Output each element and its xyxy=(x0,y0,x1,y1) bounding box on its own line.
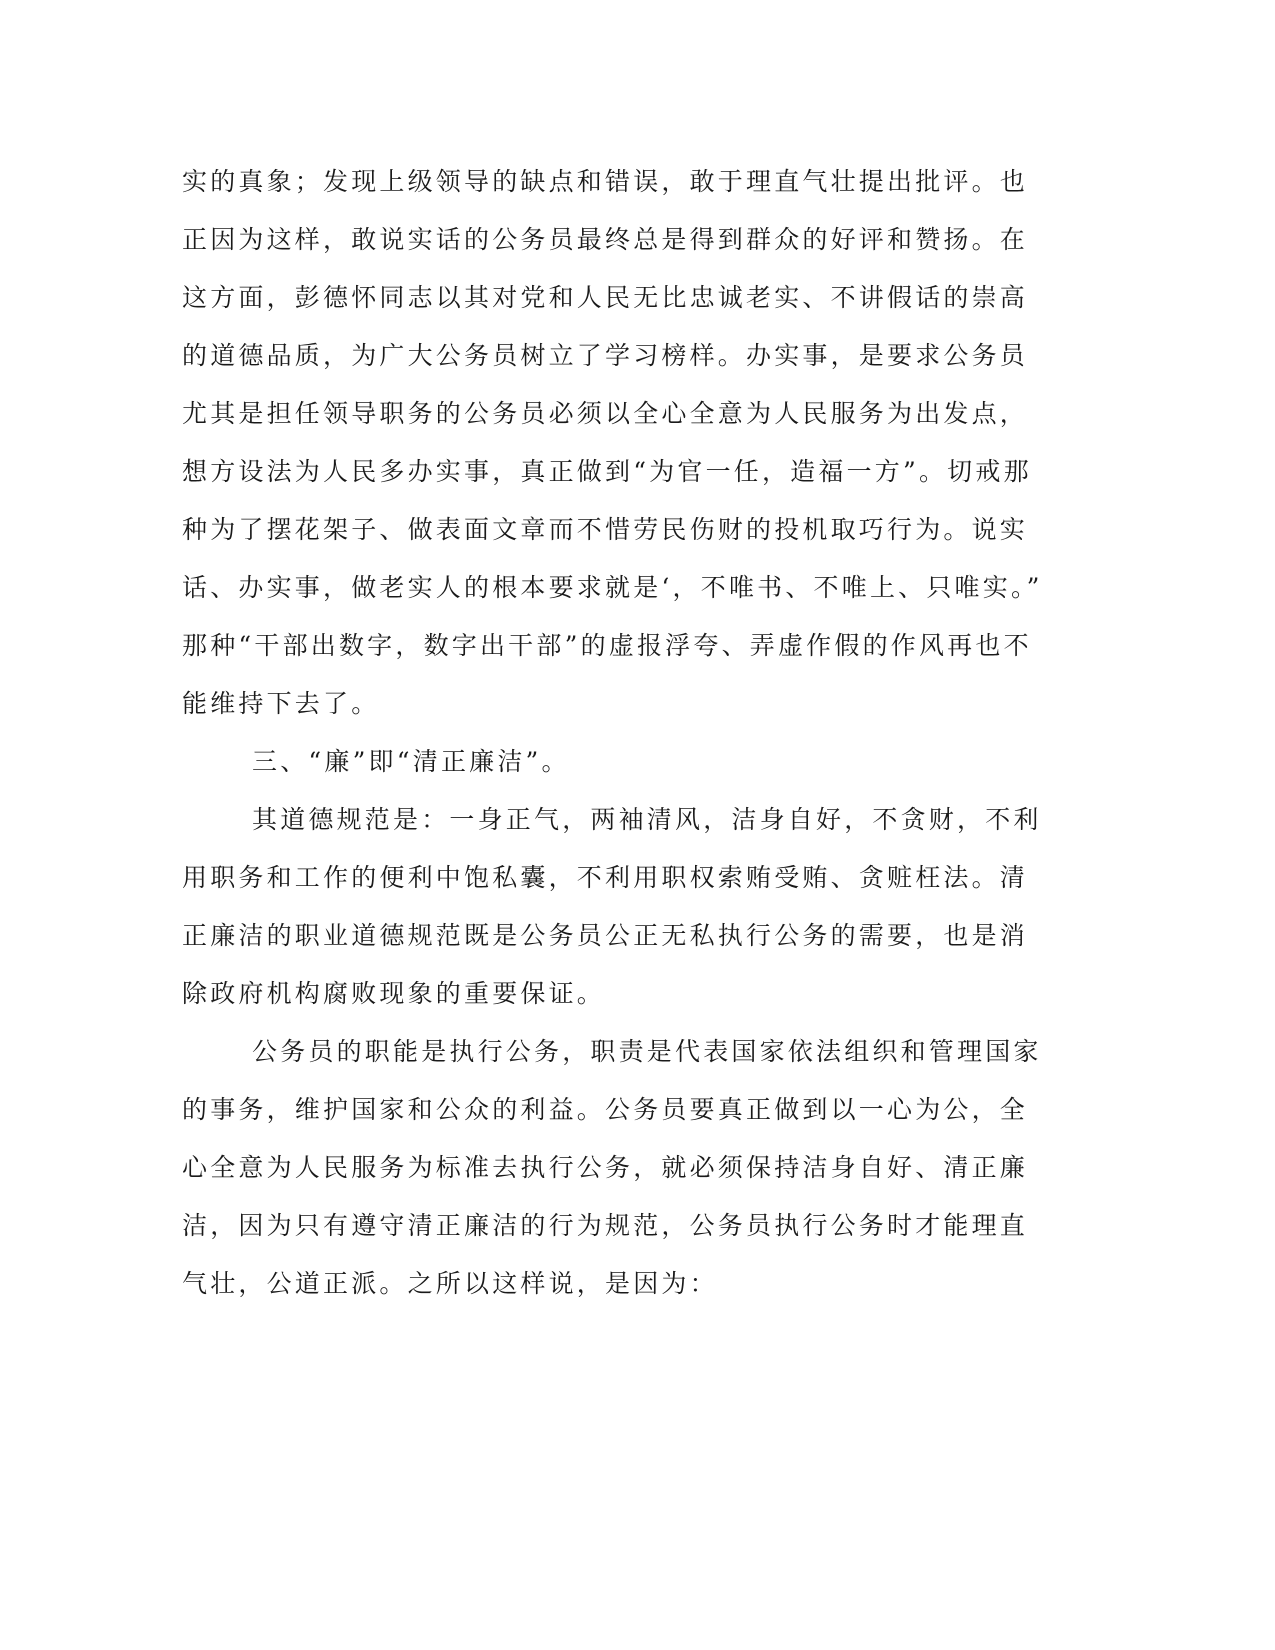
text-line: 公务员的职能是执行公务，职责是代表国家依法组织和管理国家 xyxy=(252,1037,1042,1066)
text-line: 实的真象；发现上级领导的缺点和错误，敢于理直气壮提出批评。也 xyxy=(182,167,1029,196)
text-line: 正因为这样，敢说实话的公务员最终总是得到群众的好评和赞扬。在 xyxy=(182,225,1029,254)
text-line: 除政府机构腐败现象的重要保证。 xyxy=(182,979,606,1008)
text-line: 的道德品质，为广大公务员树立了学习榜样。办实事，是要求公务员 xyxy=(182,341,1029,370)
text-line: 想方设法为人民多办实事，真正做到“为官一任，造福一方”。切戒那 xyxy=(182,457,1032,486)
text-line: 尤其是担任领导职务的公务员必须以全心全意为人民服务为出发点， xyxy=(182,399,1029,428)
section-heading: 三、“廉”即“清正廉洁”。 xyxy=(252,747,570,776)
text-line: 心全意为人民服务为标准去执行公务，就必须保持洁身自好、清正廉 xyxy=(182,1153,1029,1182)
text-line: 能维持下去了。 xyxy=(182,689,380,718)
text-line: 那种“干部出数字，数字出干部”的虚报浮夸、弄虚作假的作风再也不 xyxy=(182,631,1032,660)
text-line: 洁，因为只有遵守清正廉洁的行为规范，公务员执行公务时才能理直 xyxy=(182,1211,1029,1240)
text-line: 这方面，彭德怀同志以其对党和人民无比忠诚老实、不讲假话的崇高 xyxy=(182,283,1029,312)
text-line: 话、办实事，做老实人的根本要求就是‘，不唯书、不唯上、只唯实。” xyxy=(182,573,1043,602)
text-line: 正廉洁的职业道德规范既是公务员公正无私执行公务的需要，也是消 xyxy=(182,921,1029,950)
text-line: 用职务和工作的便利中饱私囊，不利用职权索贿受贿、贪赃枉法。清 xyxy=(182,863,1029,892)
text-line: 气壮，公道正派。之所以这样说，是因为： xyxy=(182,1269,718,1298)
text-line: 的事务，维护国家和公众的利益。公务员要真正做到以一心为公，全 xyxy=(182,1095,1029,1124)
text-line: 种为了摆花架子、做表面文章而不惜劳民伤财的投机取巧行为。说实 xyxy=(182,515,1029,544)
text-line: 其道德规范是：一身正气，两袖清风，洁身自好，不贪财，不利 xyxy=(252,805,1042,834)
